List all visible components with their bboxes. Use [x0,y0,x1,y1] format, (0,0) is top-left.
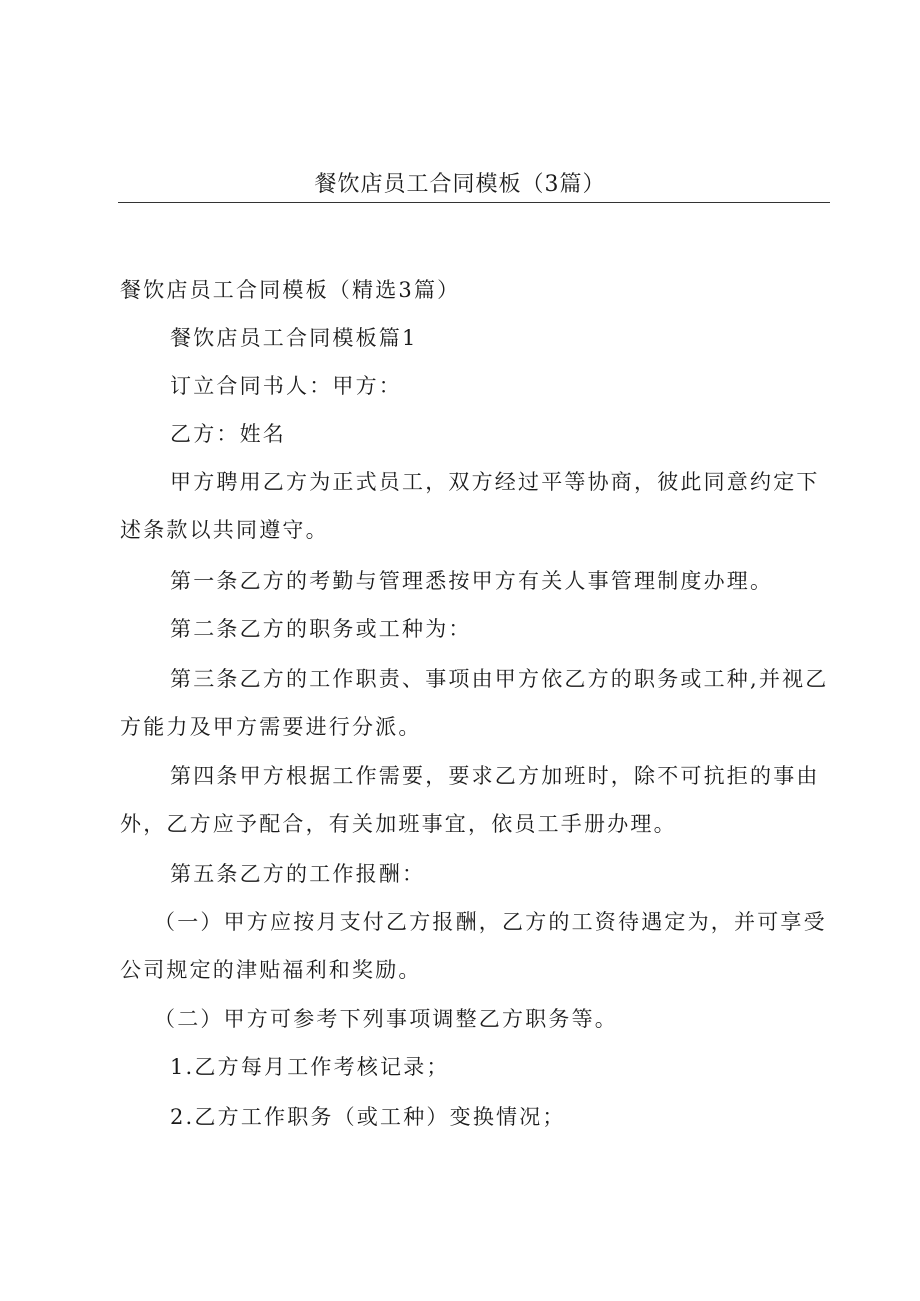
paragraph-article-1: 第一条乙方的考勤与管理悉按甲方有关人事管理制度办理。 [170,569,774,593]
list-item: 1.乙方每月工作考核记录； [170,1055,450,1079]
paragraph-item-1: （一）甲方应按月支付乙方报酬，乙方的工资待遇定为，并可享受公司规定的津贴福利和奖励。 [120,910,827,982]
paragraph-intro: 餐饮店员工合同模板（精选3篇） [120,278,461,302]
paragraph-article-4: 第四条甲方根据工作需要，要求乙方加班时，除不可抗拒的事由外，乙方应予配合，有关加班事宜，依员工手册办理。 [120,764,820,836]
paragraph-preamble: 甲方聘用乙方为正式员工，双方经过平等协商，彼此同意约定下述条款以共同遵守。 [120,470,820,542]
paragraph-article-2: 第二条乙方的职务或工种为： [170,617,472,641]
paragraph-item-2: （二）甲方可参考下列事项调整乙方职务等。 [154,1007,618,1031]
list-item: 2.乙方工作职务（或工种）变换情况； [170,1105,566,1129]
paragraph-article-3: 第三条乙方的工作职责、事项由甲方依乙方的职务或工种,并视乙方能力及甲方需要进行分派。 [120,667,829,739]
paragraph-section-heading: 餐饮店员工合同模板篇1 [170,326,418,350]
document-title: 餐饮店员工合同模板（3篇） [314,172,606,197]
paragraph-article-5: 第五条乙方的工作报酬： [170,862,426,886]
paragraph-party-a: 订立合同书人：甲方： [170,374,402,398]
paragraph-party-b: 乙方：姓名 [170,422,286,446]
title-underline [118,202,830,203]
